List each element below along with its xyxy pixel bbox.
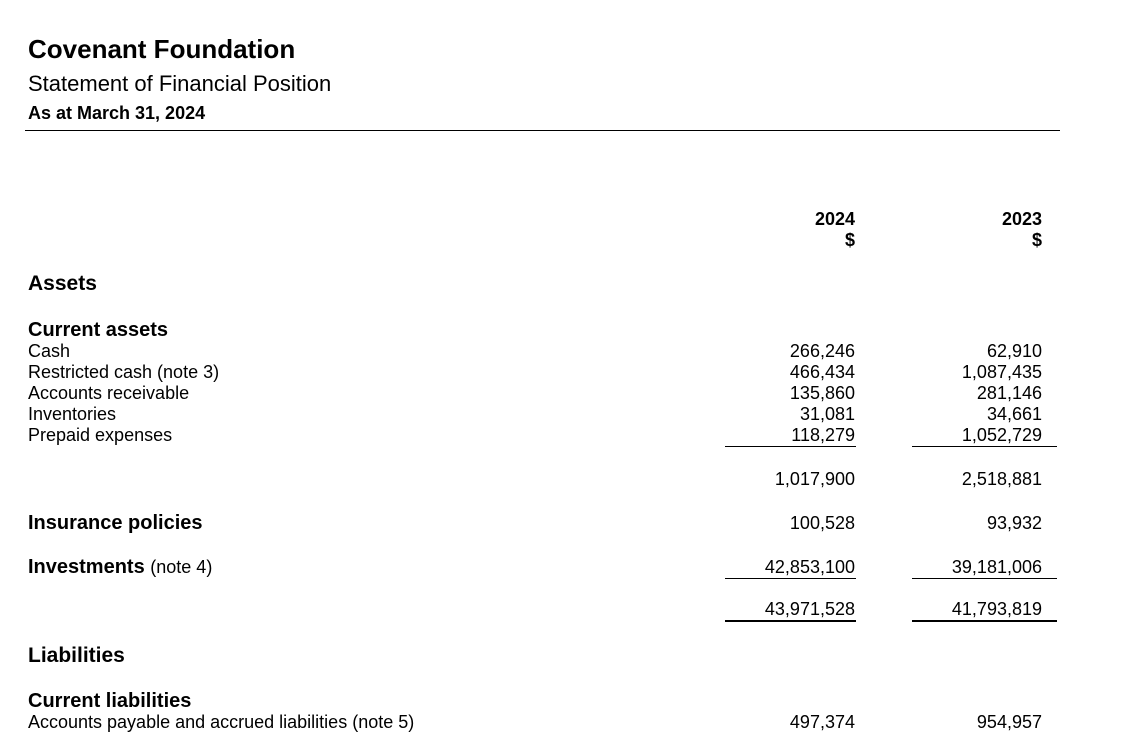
value-2024: 266,246 bbox=[789, 341, 855, 361]
subtotal-rule bbox=[725, 446, 856, 447]
statement-title: Statement of Financial Position bbox=[28, 71, 332, 96]
value-2023: 62,910 bbox=[986, 341, 1042, 361]
value-2024: 118,279 bbox=[791, 425, 855, 445]
subtotal-rule bbox=[912, 446, 1057, 447]
total-double-rule bbox=[912, 620, 1057, 622]
insurance-value-2024: 100,528 bbox=[789, 513, 855, 533]
row-label-accounts-receivable: Accounts receivable bbox=[28, 383, 190, 403]
column-year: 2023 bbox=[1001, 209, 1042, 229]
investments-note: (note 4) bbox=[150, 557, 213, 577]
value-2023: 1,052,729 bbox=[961, 425, 1042, 445]
current-assets-subtotal-2023: 2,518,881 bbox=[961, 469, 1042, 489]
row-label-inventories: Inventories bbox=[28, 404, 117, 424]
statement-date: As at March 31, 2024 bbox=[28, 103, 206, 123]
value-2023: 281,146 bbox=[976, 383, 1042, 403]
row-label-accounts-payable: Accounts payable and accrued liabilities (note 5) bbox=[28, 712, 415, 732]
value-2023: 34,661 bbox=[986, 404, 1042, 424]
value-2024: 497,374 bbox=[789, 712, 855, 732]
column-header-2023 bbox=[842, 209, 1042, 251]
column-unit: $ bbox=[1031, 230, 1042, 250]
value-2024: 135,860 bbox=[789, 383, 855, 403]
liabilities-heading: Liabilities bbox=[28, 644, 125, 667]
insurance-policies-label: Insurance policies bbox=[28, 512, 203, 534]
insurance-value-2023: 93,932 bbox=[986, 513, 1042, 533]
investments-label bbox=[28, 556, 212, 579]
value-2023: 954,957 bbox=[976, 712, 1042, 732]
total-assets-2023: 41,793,819 bbox=[951, 599, 1042, 619]
assets-heading: Assets bbox=[28, 272, 97, 295]
current-assets-heading: Current assets bbox=[28, 319, 169, 341]
total-rule bbox=[725, 578, 856, 579]
row-label-restricted-cash: Restricted cash (note 3) bbox=[28, 362, 220, 382]
investments-value-2024: 42,853,100 bbox=[764, 557, 855, 577]
current-assets-subtotal-2024: 1,017,900 bbox=[774, 469, 855, 489]
value-2024: 31,081 bbox=[799, 404, 855, 424]
total-double-rule bbox=[725, 620, 856, 622]
current-liabilities-heading: Current liabilities bbox=[28, 690, 192, 712]
organization-name: Covenant Foundation bbox=[28, 34, 296, 64]
row-label-prepaid-expenses: Prepaid expenses bbox=[28, 425, 173, 445]
row-label-cash: Cash bbox=[28, 341, 71, 361]
investments-label-text: Investments bbox=[28, 556, 145, 578]
column-unit: $ bbox=[844, 230, 855, 250]
total-assets-2024: 43,971,528 bbox=[764, 599, 855, 619]
value-2024: 466,434 bbox=[789, 362, 855, 382]
investments-value-2023: 39,181,006 bbox=[951, 557, 1042, 577]
header-divider bbox=[25, 130, 1060, 131]
column-header-2024 bbox=[655, 209, 855, 251]
value-2023: 1,087,435 bbox=[961, 362, 1042, 382]
total-rule bbox=[912, 578, 1057, 579]
column-year: 2024 bbox=[814, 209, 855, 229]
